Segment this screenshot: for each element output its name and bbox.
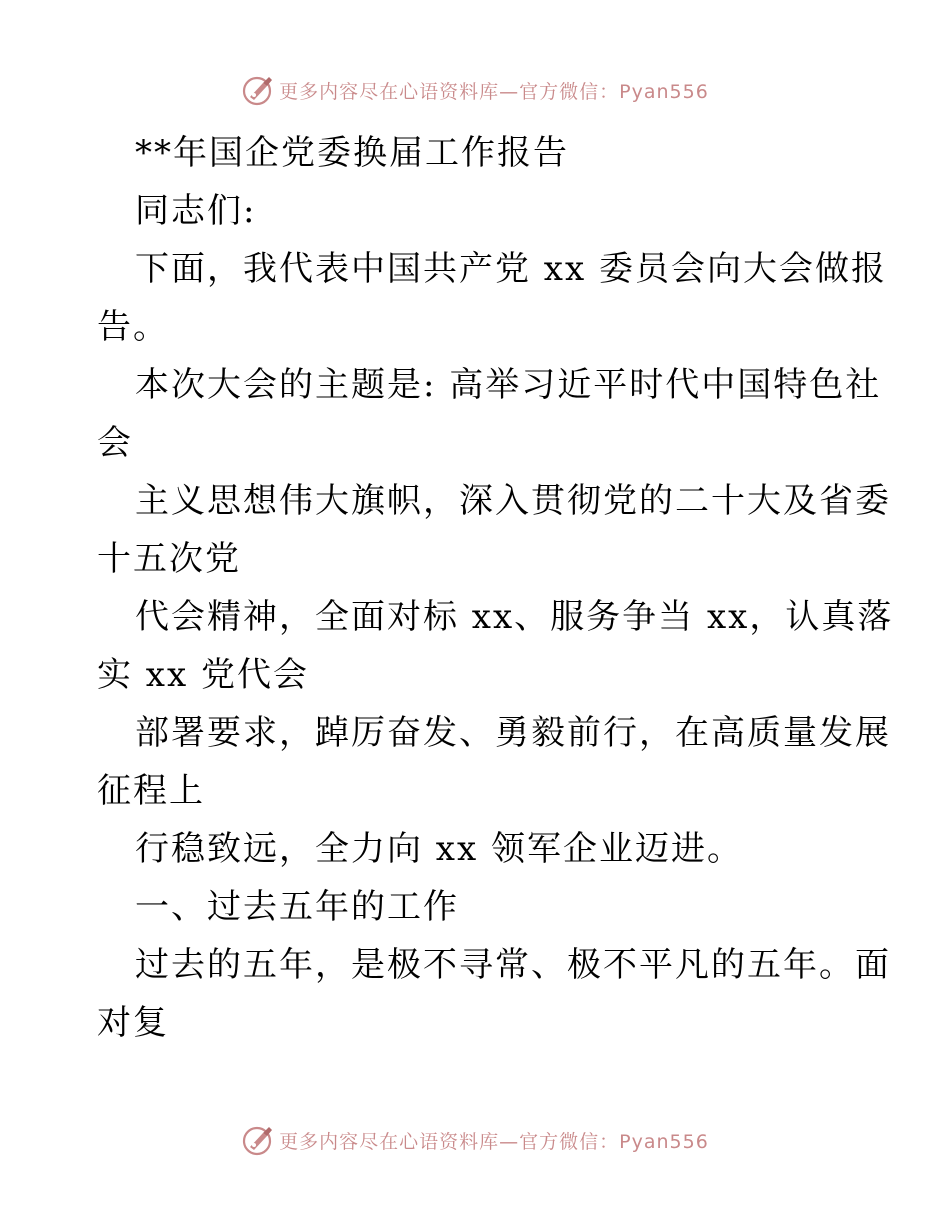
header-watermark: [0, 70, 950, 110]
text-line: 会: [97, 423, 133, 463]
footer-watermark: [0, 1120, 950, 1160]
pen-logo-icon: [241, 73, 275, 107]
document-title: **年国企党委换届工作报告: [135, 133, 569, 173]
text-line: 过去的五年，是极不寻常、极不平凡的五年。面: [135, 945, 891, 985]
text-line: 行稳致远，全力向 xx 领军企业迈进。: [135, 829, 743, 869]
text-line: 本次大会的主题是: 高举习近平时代中国特色社: [135, 365, 882, 405]
text-line: 对复: [97, 1003, 169, 1043]
text-line: 代会精神，全面对标 xx、服务争当 xx，认真落: [135, 597, 894, 637]
text-line: 征程上: [97, 771, 205, 811]
text-line: 部署要求，踔厉奋发、勇毅前行，在高质量发展: [135, 713, 891, 753]
text-line: 同志们:: [135, 191, 257, 231]
text-line: 十五次党: [97, 539, 241, 579]
document-body: [97, 124, 894, 1052]
text-line: 下面，我代表中国共产党 xx 委员会向大会做报: [135, 249, 887, 289]
pen-logo-icon: [241, 1123, 275, 1157]
watermark-text: 更多内容尽在心语资料库—官方微信：Pyan556: [279, 1130, 709, 1153]
text-line: 主义思想伟大旗帜，深入贯彻党的二十大及省委: [135, 481, 891, 521]
text-line: 告。: [97, 307, 169, 347]
watermark-text: 更多内容尽在心语资料库—官方微信：Pyan556: [279, 80, 709, 103]
text-line: 实 xx 党代会: [97, 655, 309, 695]
text-line: 一、过去五年的工作: [135, 887, 459, 927]
